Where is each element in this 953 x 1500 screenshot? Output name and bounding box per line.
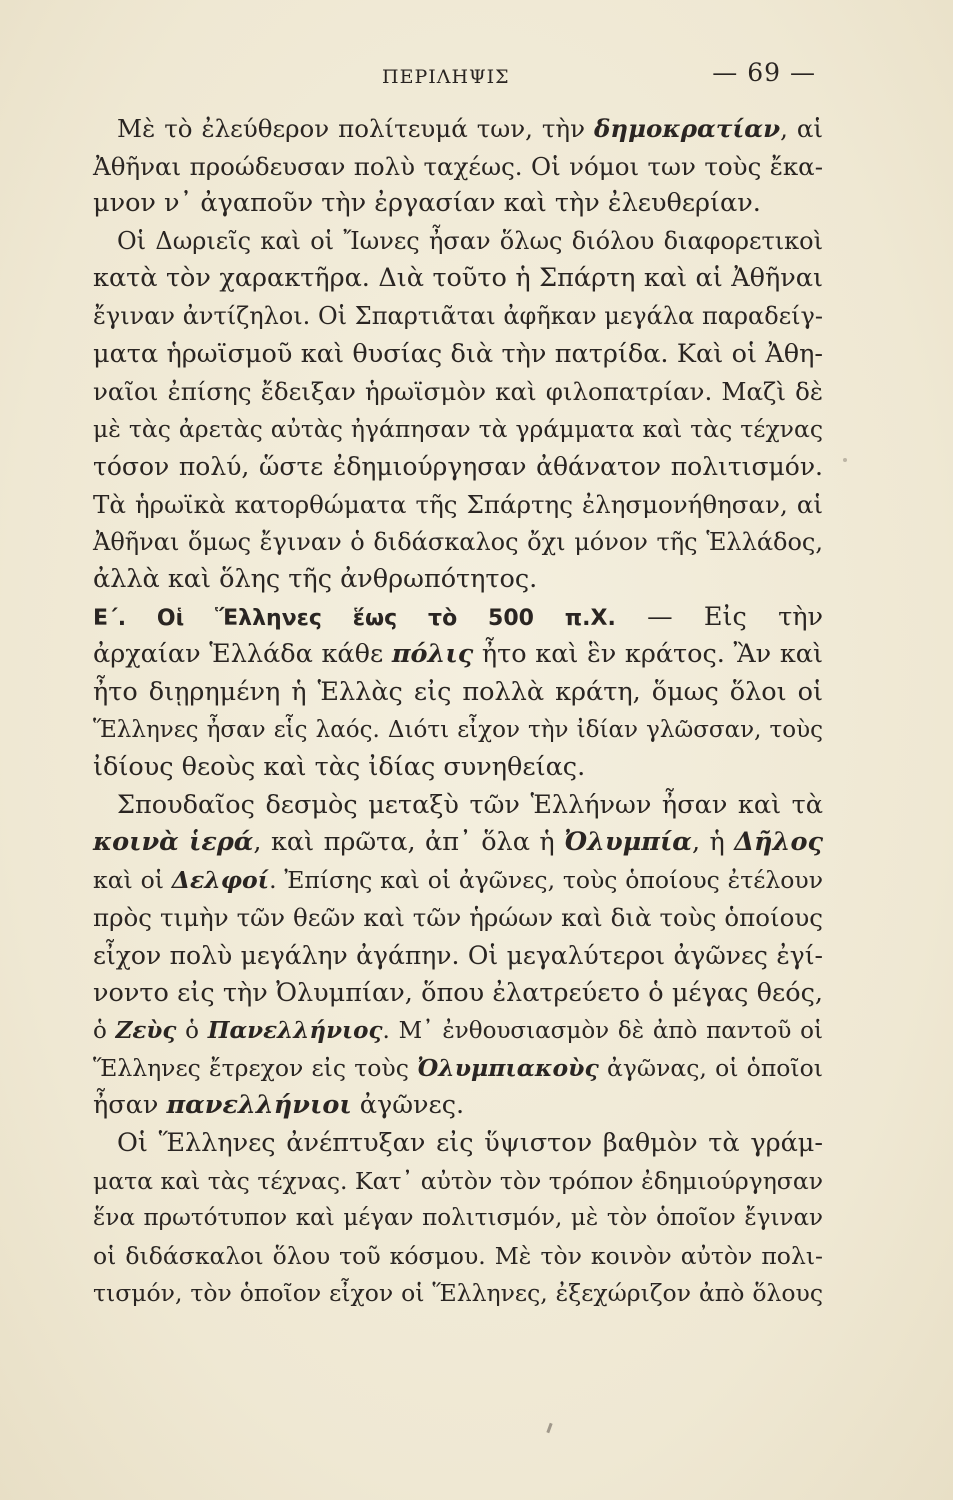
page-header (95, 58, 820, 94)
text-line (93, 1012, 823, 1050)
text-line (93, 1238, 823, 1276)
text-segment: τισμόν, τὸν ὁποῖον εἶχον οἱ Ἕλληνες, ἐξεχώριζον ἀπὸ ὅλους (93, 1279, 823, 1308)
text-segment: ἦσαν (93, 1090, 167, 1121)
ink-mark (546, 1423, 552, 1433)
text-line (93, 749, 823, 787)
emphasized-term: Ζεὺς (115, 1017, 177, 1045)
text-line (93, 1163, 823, 1201)
text-line (93, 636, 823, 674)
text-segment: Οἱ Ἕλληνες ἀνέπτυξαν εἰς ὕψιστον βαθμὸν τὰ γράμ- (117, 1128, 823, 1159)
text-segment: — Εἰς τὴν (615, 601, 823, 632)
text-segment: ἀγῶνες. (351, 1090, 465, 1121)
text-segment: ἦτο καὶ ἓν κράτος. Ἂν καὶ (473, 639, 823, 670)
text-segment: ἰδίους θεοὺς καὶ τὰς ἰδίας συνηθείας. (93, 752, 586, 783)
text-line (93, 824, 823, 862)
text-segment: , αἱ (780, 114, 824, 143)
text-line (93, 1125, 823, 1163)
emphasized-term: Ὀλυμπιακοὺς (417, 1053, 599, 1082)
text-line (93, 1275, 823, 1313)
text-segment: μὲ τὰς ἀρετὰς αὐτὰς ἠγάπησαν τὰ γράμματα καὶ τὰς τέχνας (93, 414, 823, 443)
text-segment: , καὶ πρῶτα, ἀπ᾽ ὅλα ἡ (253, 827, 565, 858)
text-segment: Μὲ τὸ ἐλεύθερον πολίτευμά των, τὴν (117, 114, 594, 143)
text-segment: ἔγιναν ἀντίζηλοι. Οἱ Σπαρτιᾶται ἀφῆκαν μεγάλα παραδείγ- (93, 301, 823, 330)
text-line (93, 373, 823, 411)
emphasized-term: πόλις (391, 639, 474, 670)
emphasized-term: κοινὰ ἱερά (93, 827, 254, 858)
emphasized-term: Δῆλος (734, 827, 823, 858)
ink-speck (843, 458, 847, 462)
text-line (93, 561, 823, 599)
text-line (93, 110, 823, 148)
text-segment: οἱ διδάσκαλοι ὅλου τοῦ κόσμου. Μὲ τὸν κοινὸν αὐτὸν πολι- (93, 1241, 823, 1270)
text-segment: ἀρχαίαν Ἑλλάδα κάθε (93, 639, 392, 670)
page-number: — 69 — (712, 58, 816, 87)
text-segment: Σπουδαῖος δεσμὸς μεταξὺ τῶν Ἑλλήνων ἦσαν καὶ τὰ (117, 789, 823, 820)
text-segment: ὁ (176, 1018, 208, 1045)
text-segment: πρὸς τιμὴν τῶν θεῶν καὶ τῶν ἡρώων καὶ διὰ τοὺς ὁποίους (93, 903, 823, 933)
text-segment: ἀλλὰ καὶ ὅλης τῆς ἀνθρωπότητος. (93, 564, 538, 595)
text-line (93, 712, 823, 750)
text-line (93, 862, 823, 900)
text-line (93, 448, 823, 486)
text-segment: νοντο εἰς τὴν Ὀλυμπίαν, ὅπου ἐλατρεύετο ὁ μέγας θεός, (93, 977, 823, 1008)
text-segment: ἀγῶνας, οἱ ὁποῖοι (598, 1053, 823, 1082)
text-segment: , ἡ (691, 827, 735, 858)
text-segment: Ἕλληνες ἔτρεχον εἰς τοὺς (93, 1053, 418, 1082)
text-line (93, 411, 823, 449)
text-segment: ματα καὶ τὰς τέχνας. Κατ᾽ αὐτὸν τὸν τρόπον ἐδημιούργησαν (93, 1166, 823, 1195)
text-line (93, 787, 823, 825)
text-segment: Τὰ ἡρωϊκὰ κατορθώματα τῆς Σπάρτης ἐλησμονήθησαν, αἱ (93, 489, 823, 519)
text-line (93, 486, 823, 524)
text-line (93, 524, 823, 562)
emphasized-term: Πανελλήνιος (207, 1017, 383, 1045)
text-segment: Ἀθῆναι προώδευσαν πολὺ ταχέως. Οἱ νόμοι των τοὺς ἔκα- (93, 151, 823, 181)
text-segment: εἶχον πολὺ μεγάλην ἀγάπην. Οἱ μεγαλύτεροι ἀγῶνες ἐγί- (93, 941, 823, 971)
text-segment: . Ἐπίσης καὶ οἱ ἀγῶνες, τοὺς ὁποίους ἐτέλουν (269, 865, 823, 894)
text-segment: ὁ (93, 1018, 116, 1045)
text-segment: μνον ν᾽ ἀγαποῦν τὴν ἐργασίαν καὶ τὴν ἐλευθερίαν. (93, 188, 761, 219)
text-segment: ἕνα πρωτότυπον καὶ μέγαν πολιτισμόν, μὲ τὸν ὁποῖον ἔγιναν (93, 1205, 823, 1232)
emphasized-term: πανελλήνιοι (166, 1090, 352, 1121)
text-line (93, 148, 823, 186)
text-line (93, 336, 823, 374)
text-line (93, 975, 823, 1013)
running-head: ΠΕΡΙΛΗΨΙΣ (382, 66, 510, 88)
text-line (93, 1050, 823, 1088)
emphasized-term: Δελφοί (171, 865, 270, 894)
text-line (93, 599, 823, 637)
emphasized-term: δημοκρατίαν (593, 114, 781, 143)
text-segment: Οἱ Δωριεῖς καὶ οἱ Ἴωνες ἦσαν ὅλως διόλου διαφορετικοὶ (117, 226, 823, 255)
text-line (93, 223, 823, 261)
text-segment: ναῖοι ἐπίσης ἔδειξαν ἡρωϊσμὸν καὶ φιλοπατρίαν. Μαζὶ δὲ (93, 377, 823, 407)
text-segment: τόσον πολύ, ὥστε ἐδημιούργησαν ἀθάνατον πολιτισμόν. (93, 452, 823, 482)
text-segment: Ἀθῆναι ὅμως ἔγιναν ὁ διδάσκαλος ὄχι μόνον τῆς Ἑλλάδος, (93, 527, 823, 556)
text-line (93, 260, 823, 298)
text-line (93, 185, 823, 223)
text-line (93, 1200, 823, 1238)
text-segment: . Μ᾽ ἐνθουσιασμὸν δὲ ἀπὸ παντοῦ οἱ (382, 1018, 823, 1045)
text-segment: καὶ οἱ (93, 865, 172, 894)
text-segment: Ἕλληνες ἦσαν εἷς λαός. Διότι εἶχον τὴν ἰδίαν γλῶσσαν, τοὺς (93, 716, 823, 743)
text-line (93, 674, 823, 712)
body-text (93, 110, 823, 1313)
text-line (93, 899, 823, 937)
text-segment: ἦτο διῃρημένη ἡ Ἑλλὰς εἰς πολλὰ κράτη, ὅμως ὅλοι οἱ (93, 676, 823, 707)
emphasized-term: Ὀλυμπία (564, 827, 692, 858)
text-line (93, 298, 823, 336)
text-segment: κατὰ τὸν χαρακτῆρα. Διὰ τοῦτο ἡ Σπάρτη καὶ αἱ Ἀθῆναι (93, 263, 823, 294)
text-line (93, 937, 823, 975)
text-segment: ματα ἡρωϊσμοῦ καὶ θυσίας διὰ τὴν πατρίδα. Καὶ οἱ Ἀθη- (93, 338, 823, 369)
section-heading: Ε΄. Οἱ Ἕλληνες ἕως τὸ 500 π.Χ. (93, 605, 616, 631)
text-line (93, 1087, 823, 1125)
